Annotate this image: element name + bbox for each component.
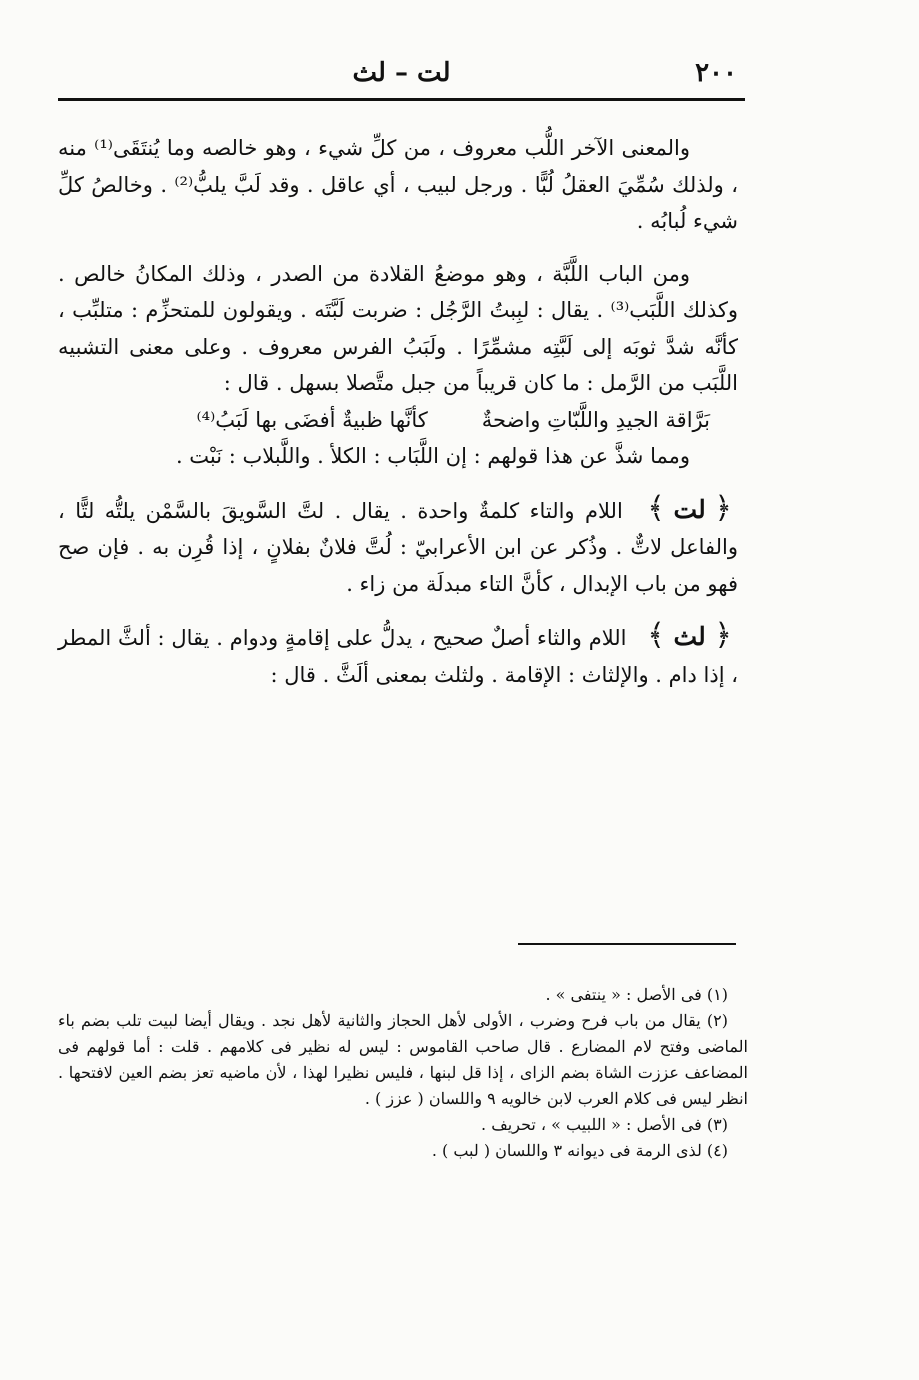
footnote-3: (٣) فى الأصل : « اللبيب » ، تحريف . [481, 1115, 728, 1134]
paragraph-lubab: ومما شذَّ عن هذا قولهم : إن اللَّبَاب : الكلأ . واللَّبلاب : نَبْت . [175, 444, 690, 468]
entry-heading-lt: ﴿ لت ﴾ [647, 490, 732, 526]
footnote-rule [518, 943, 736, 945]
main-text [58, 130, 738, 693]
verse-second-hemistich: كأنَّها ظبيةٌ أفضَى بها لَبَبُ⁽⁴⁾ [196, 407, 428, 432]
verse-first-hemistich: بَرَّاقة الجيدِ واللَّبّاتِ واضحةٌ [481, 407, 710, 432]
footnote-2: (٢) يقال من باب فرح وضرب ، الأولى لأهل الحجاز والثانية لأهل نجد . ويقال أيضا لبيت تلب بضم باء الماضى وفتح لام المضارع . قال صاحب القاموس : ليس له نظير فى كلامهم . قلت : أما قولهم فى المضاعف عززت الشاة بضم الزاى ، إذا قل لبنها ، فليس نظيرا لهذا ، لأن ماضيه تعز بضم العين لافتحها . انظر ليس فى كلام العرب لابن خالويه ٩ واللسان ( عزز ) . [58, 1011, 748, 1108]
poetry-verse [58, 402, 738, 439]
entry-text-lth: اللام والثاء أصلٌ صحيح ، يدلُّ على إقامةٍ ودوام . يقال : ألثَّ المطر ، إذا دام . والإلثاث : الإقامة . ولثلث بمعنى ألَثَّ . قال : [58, 626, 738, 687]
running-title: لت – لث [352, 58, 451, 88]
header-rule [58, 98, 745, 101]
footnote-4: (٤) لذى الرمة فى ديوانه ٣ واللسان ( لبب ) . [431, 1141, 728, 1160]
footnote-1: (١) فى الأصل : « ينتفى » . [545, 985, 728, 1004]
entry-lt [58, 491, 738, 603]
bracket-open-icon: ﴿ [714, 618, 732, 653]
entry-lth [58, 618, 738, 693]
footnotes [58, 982, 748, 1164]
bracket-close-icon: ﴾ [647, 490, 665, 526]
page-number: ٢٠٠ [695, 58, 737, 88]
bracket-close-icon: ﴾ [647, 618, 665, 653]
paragraph-labba: ومن الباب اللَّبَّة ، وهو موضعُ القلادة من الصدر ، وذلك المكانُ خالص . وكذلك اللَّبَب⁽³⁾ . يقال : لبِبتُ الرَّجُل : ضربت لَبَّتَه . ويقولون للمتحزِّم : متلبِّب ، كأنَّه شدَّ ثوبَه إلى لَبَّتِه مشمِّرًا . ولَبَبُ الفرس معروف . وعلى معنى التشبيه اللَّبَب من الرَّمل : ما كان قريباً من جبل متَّصلا بسهل . قال : [58, 261, 739, 395]
entry-heading-lth: ﴿ لث ﴾ [647, 618, 732, 653]
page-header [58, 52, 745, 94]
paragraph-lubb: والمعنى الآخر اللُّب معروف ، من كلِّ شيء ، وهو خالصه وما يُنتَقَى⁽¹⁾ منه ، ولذلك سُمِّيَ العقلُ لُبًّا . ورجل لبيب ، أي عاقل . وقد لَبَّ يلبُّ⁽²⁾ . وخالصُ كلِّ شيء لُبابُه . [58, 136, 738, 233]
entry-text-lt: اللام والتاء كلمةٌ واحدة . يقال . لتَّ السَّويقَ بالسَّمْن يلتُّه لتًّا ، والفاعل لاتٌّ . وذُكر عن ابن الأعرابيّ : لُتَّ فلانٌ بفلانٍ ، إذا قُرِن به . فإن صح فهو من باب الإبدال ، كأنَّ التاء مبدلَة من زاء . [58, 498, 738, 596]
bracket-open-icon: ﴿ [714, 490, 732, 526]
